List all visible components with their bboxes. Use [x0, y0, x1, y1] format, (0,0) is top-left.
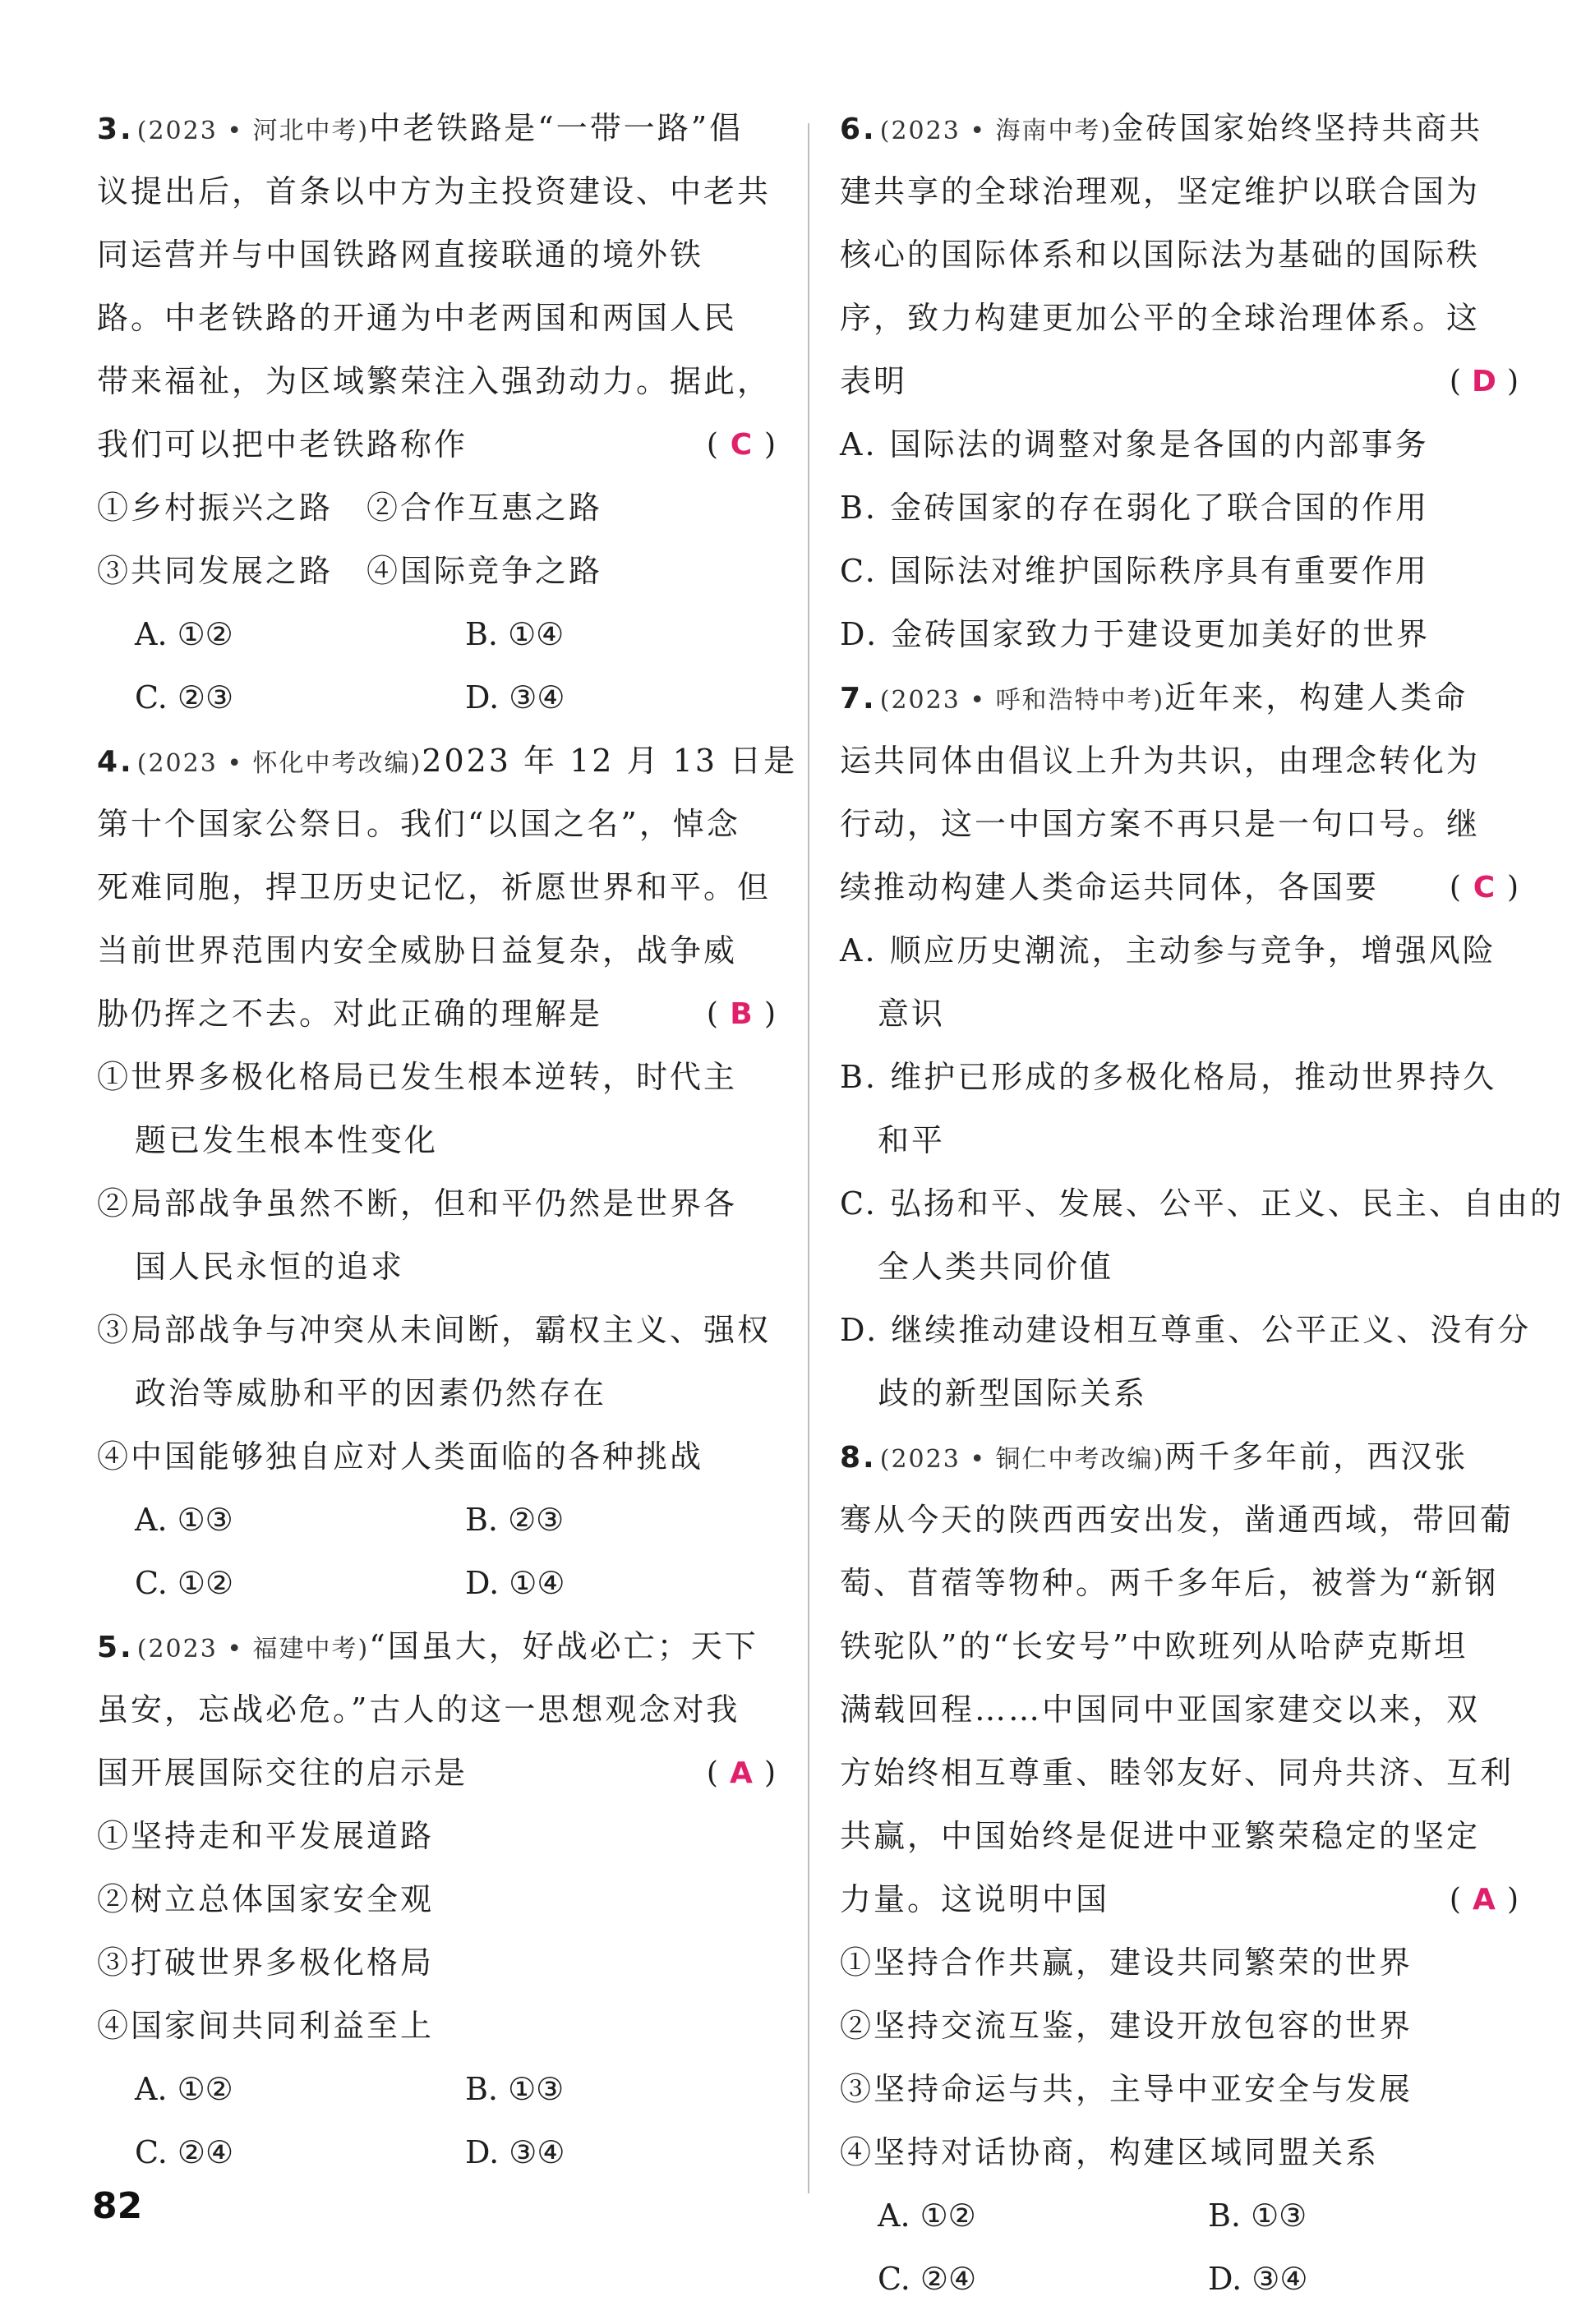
question-text: 金砖国家始终坚持共商共 — [1112, 110, 1483, 146]
option-d: D. 继续推动建设相互尊重、公平正义、没有分 — [840, 1312, 1532, 1348]
question-source: (2023 • 福建中考) — [136, 1635, 370, 1664]
page-number: 82 — [92, 2185, 143, 2227]
option-b: B. ①④ — [465, 616, 565, 652]
question-8 — [840, 1425, 1524, 2311]
option-d: D. 金砖国家致力于建设更加美好的世界 — [840, 616, 1431, 652]
answer-box: ( A ) — [707, 1742, 776, 1805]
question-number: 7. — [840, 682, 877, 716]
question-text: 铁驼队”的“长安号”中欧班列从哈萨克斯坦 — [840, 1628, 1468, 1664]
statement-item: ④中国能够独自应对人类面临的各种挑战 — [97, 1438, 704, 1475]
statement-item: ③局部战争与冲突从未间断，霸权主义、强权 — [97, 1312, 772, 1348]
option-b: B. ①③ — [1208, 2197, 1307, 2234]
question-text: 表明 — [840, 363, 908, 399]
statement-item: ③打破世界多极化格局 — [97, 1944, 435, 1981]
right-column — [840, 97, 1564, 2311]
option-row — [97, 2121, 781, 2184]
question-text: 力量。这说明中国 — [840, 1881, 1110, 1917]
question-text: 两千多年前，西汉张 — [1164, 1438, 1468, 1475]
question-source: (2023 • 怀化中考改编) — [136, 749, 422, 778]
option-c: C. ②④ — [135, 2134, 234, 2170]
option-b-cont: 和平 — [878, 1122, 946, 1158]
question-source: (2023 • 河北中考) — [136, 117, 370, 145]
question-text: 路。中老铁路的开通为中老两国和两国人民 — [97, 300, 738, 336]
question-number: 5. — [97, 1631, 134, 1664]
option-a: A. 国际法的调整对象是各国的内部事务 — [840, 426, 1429, 462]
statement-item: ③共同发展之路 ④国际竞争之路 — [97, 553, 603, 589]
question-7 — [840, 666, 1564, 1425]
answer-box: ( C ) — [1450, 856, 1519, 919]
question-text: 同运营并与中国铁路网直接联通的境外铁 — [97, 237, 704, 273]
answer-letter: D — [1472, 365, 1496, 398]
option-d: D. ①④ — [465, 1565, 565, 1601]
option-b: B. 维护已形成的多极化格局，推动世界持久 — [840, 1059, 1497, 1095]
column-divider — [808, 123, 809, 2193]
question-text: 死难同胞，捍卫历史记忆，祈愿世界和平。但 — [97, 869, 772, 905]
answer-box: ( D ) — [1450, 350, 1519, 413]
question-number: 4. — [97, 745, 134, 779]
question-number: 8. — [840, 1441, 877, 1475]
statement-item: ①乡村振兴之路 ②合作互惠之路 — [97, 490, 603, 526]
option-c: C. ②③ — [135, 679, 234, 716]
answer-letter: A — [1473, 1883, 1496, 1917]
option-a: A. 顺应历史潮流，主动参与竞争，增强风险 — [840, 932, 1496, 969]
option-a: A. ①② — [135, 2071, 233, 2107]
statement-item: ④国家间共同利益至上 — [97, 2008, 435, 2044]
option-c: C. ①② — [135, 1565, 234, 1601]
statement-item: ②局部战争虽然不断，但和平仍然是世界各 — [97, 1185, 738, 1222]
option-row — [840, 2184, 1524, 2248]
question-text: 当前世界范围内安全威胁日益复杂，战争威 — [97, 932, 738, 969]
statement-item-cont: 题已发生根本性变化 — [135, 1122, 439, 1158]
statement-item: ④坚持对话协商，构建区域同盟关系 — [840, 2134, 1380, 2170]
question-text: 胁仍挥之不去。对此正确的理解是 — [97, 996, 603, 1032]
option-a: A. ①② — [878, 2197, 976, 2234]
question-source: (2023 • 呼和浩特中考) — [879, 686, 1165, 715]
statement-item: ②坚持交流互鉴，建设开放包容的世界 — [840, 2008, 1413, 2044]
question-text: 国开展国际交往的启示是 — [97, 1755, 468, 1791]
question-text: 骞从今天的陕西西安出发，凿通西域，带回葡 — [840, 1502, 1514, 1538]
answer-letter: A — [730, 1756, 753, 1790]
answer-letter: C — [1473, 871, 1496, 904]
statement-item: ①坚持走和平发展道路 — [97, 1818, 435, 1854]
question-text: 中老铁路是“一带一路”倡 — [369, 110, 744, 146]
option-a: A. ①③ — [135, 1502, 233, 1538]
left-column — [97, 97, 798, 2184]
question-4 — [97, 729, 798, 1615]
question-number: 3. — [97, 113, 134, 146]
statement-item: ①世界多极化格局已发生根本逆转，时代主 — [97, 1059, 738, 1095]
answer-box: ( C ) — [707, 413, 776, 476]
statement-item: ①坚持合作共赢，建设共同繁荣的世界 — [840, 1944, 1413, 1981]
question-text: 带来福祉，为区域繁荣注入强劲动力。据此， — [97, 363, 772, 399]
option-d: D. ③④ — [465, 2134, 565, 2170]
question-text: 第十个国家公祭日。我们“以国之名”，悼念 — [97, 806, 740, 842]
option-c: C. 弘扬和平、发展、公平、正义、民主、自由的 — [840, 1185, 1564, 1222]
question-text: 方始终相互尊重、睦邻友好、同舟共济、互利 — [840, 1755, 1514, 1791]
answer-letter: C — [730, 428, 753, 462]
option-b: B. 金砖国家的存在弱化了联合国的作用 — [840, 490, 1430, 526]
question-source: (2023 • 海南中考) — [879, 117, 1113, 145]
option-d: D. ③④ — [1208, 2261, 1308, 2297]
answer-letter: B — [730, 997, 753, 1031]
option-row — [97, 603, 781, 666]
option-b: B. ①③ — [465, 2071, 565, 2107]
question-text: 满载回程……中国同中亚国家建交以来，双 — [840, 1691, 1481, 1728]
answer-box: ( B ) — [707, 983, 776, 1046]
question-text: 核心的国际体系和以国际法为基础的国际秩 — [840, 237, 1481, 273]
option-c: C. 国际法对维护国际秩序具有重要作用 — [840, 553, 1429, 589]
option-d-cont: 歧的新型国际关系 — [878, 1375, 1148, 1411]
question-3 — [97, 97, 781, 729]
question-text: 运共同体由倡议上升为共识，由理念转化为 — [840, 743, 1481, 779]
question-text: 建共享的全球治理观，坚定维护以联合国为 — [840, 173, 1481, 209]
question-text: 续推动构建人类命运共同体，各国要 — [840, 869, 1380, 905]
statement-item: ②树立总体国家安全观 — [97, 1881, 435, 1917]
option-c: C. ②④ — [878, 2261, 977, 2297]
question-number: 6. — [840, 113, 877, 146]
option-row — [840, 2248, 1524, 2311]
question-text: 虽安，忘战必危。”古人的这一思想观念对我 — [97, 1691, 740, 1728]
option-c-cont: 全人类共同价值 — [878, 1249, 1114, 1285]
statement-item-cont: 政治等威胁和平的因素仍然存在 — [135, 1375, 607, 1411]
question-5 — [97, 1615, 781, 2184]
question-text: 萄、苜蓿等物种。两千多年后，被誉为“新钢 — [840, 1565, 1499, 1601]
option-d: D. ③④ — [465, 679, 565, 716]
statement-item-cont: 国人民永恒的追求 — [135, 1249, 405, 1285]
option-row — [97, 2058, 781, 2121]
option-b: B. ②③ — [465, 1502, 565, 1538]
question-text: 议提出后，首条以中方为主投资建设、中老共 — [97, 173, 772, 209]
question-text: 共赢，中国始终是促进中亚繁荣稳定的坚定 — [840, 1818, 1481, 1854]
question-text: 我们可以把中老铁路称作 — [97, 426, 468, 462]
answer-box: ( A ) — [1450, 1868, 1519, 1931]
question-source: (2023 • 铜仁中考改编) — [879, 1445, 1165, 1474]
option-row — [97, 666, 781, 729]
option-row — [97, 1552, 781, 1615]
question-text: 2023 年 12 月 13 日是 — [422, 743, 798, 779]
option-row — [97, 1489, 781, 1552]
option-a-cont: 意识 — [878, 996, 946, 1032]
question-text: 行动，这一中国方案不再只是一句口号。继 — [840, 806, 1481, 842]
question-text: 序，致力构建更加公平的全球治理体系。这 — [840, 300, 1481, 336]
statement-item: ③坚持命运与共，主导中亚安全与发展 — [840, 2071, 1413, 2107]
question-text: 近年来，构建人类命 — [1164, 679, 1468, 716]
question-6 — [840, 97, 1524, 666]
option-a: A. ①② — [135, 616, 233, 652]
question-text: “国虽大，好战必亡；天下 — [369, 1628, 758, 1664]
